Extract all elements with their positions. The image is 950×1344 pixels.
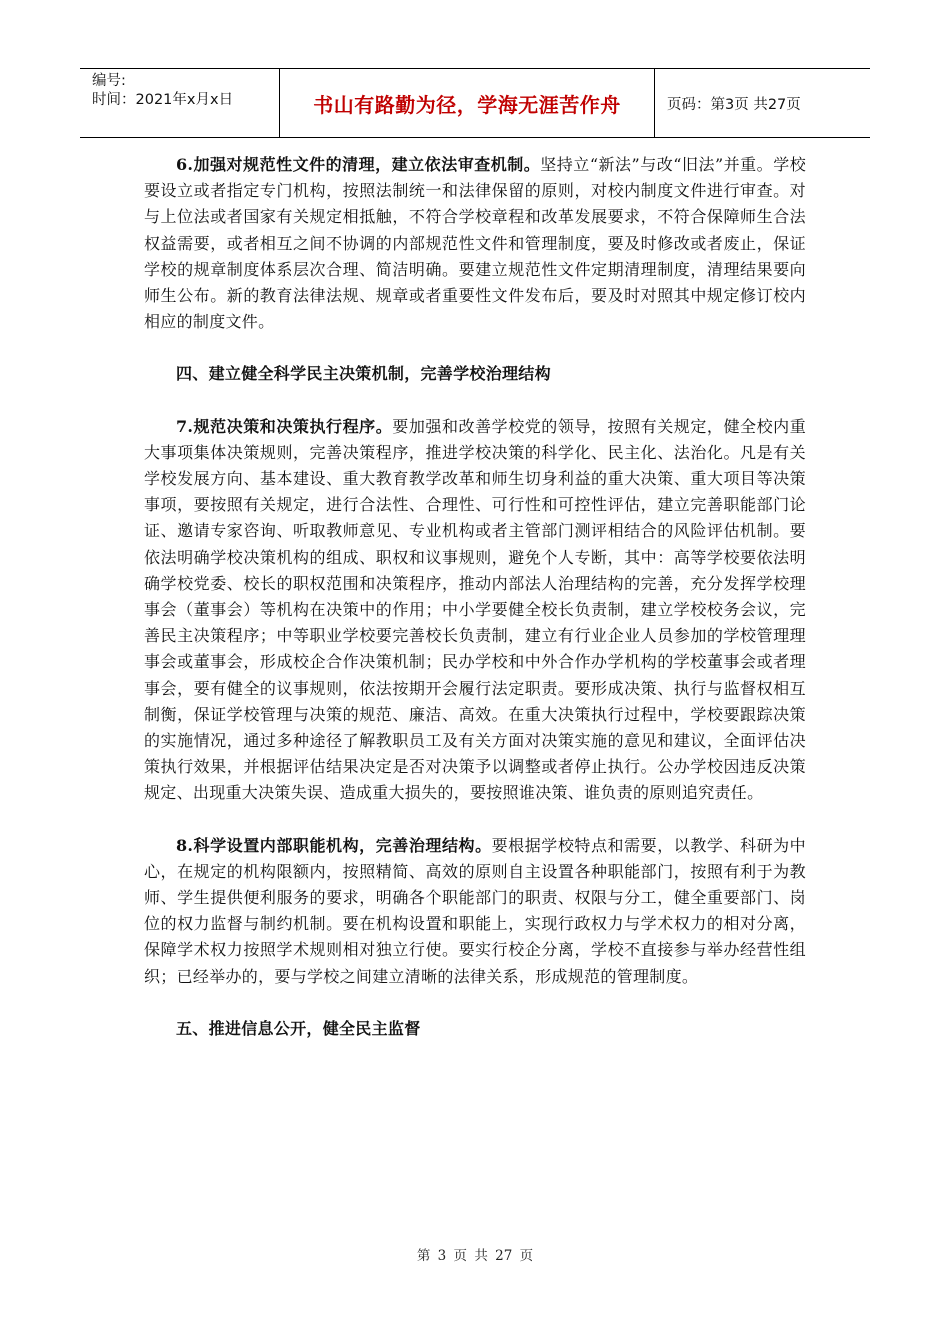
section-heading-5: 五、推进信息公开，健全民主监督 [176,1018,421,1038]
header-meta [80,69,280,137]
paragraph-6-lead: 6.加强对规范性文件的清理，建立依法审查机制。 [176,155,541,174]
document-number-label: 编号: [92,73,126,89]
paragraph-6-text: 坚持立“新法”与改“旧法”并重。学校要设立或者指定专门机构，按照法制统一和法律保留的原则，对校内制度文件进行审查。对与上位法或者国家有关规定相抵触，不符合学校章程和改革发展要求，不符合保障师生合法权益需要，或者相互之间不协调的内部规范性文件和管理制度，要及时修改或者废止，保证学校的规章制度体系层次合理、简洁明确。要建立规范性文件定期清理制度，清理结果要向师生公布。新的教育法律法规、规章或者重要性文件发布后，要及时对照其中规定修订校内相应的制度文件。 [144,155,807,332]
paragraph-7 [144,414,806,807]
paragraph-7-text: 要加强和改善学校党的领导，按照有关规定，健全校内重大事项集体决策规则，完善决策程序，推进学校决策的科学化、民主化、法治化。凡是有关学校发展方向、基本建设、重大教育教学改革和师生切身利益的重大决策、重大项目等决策事项，要按照有关规定，进行合法性、合理性、可行性和可控性评估，建立完善职能部门论证、邀请专家咨询、听取教师意见、专业机构或者主管部门测评相结合的风险评估机制。要依法明确学校决策机构的组成、职权和议事规则，避免个人专断，其中：高等学校要依法明确学校党委、校长的职权范围和决策程序，推动内部法人治理结构的完善，充分发挥学校理事会（董事会）等机构在决策中的作用；中小学要健全校长负责制，建立学校校务会议，完善民主决策程序；中等职业学校要完善校长负责制，建立有行业企业人员参加的学校管理理事会或董事会，形成校企合作决策机制；民办学校和中外合作办学机构的学校董事会或者理事会，要有健全的议事规则，依法按期开会履行法定职责。要形成决策、执行与监督权相互制衡，保证学校管理与决策的规范、廉洁、高效。在重大决策执行过程中，学校要跟踪决策的实施情况，通过多种途径了解教职员工及有关方面对决策实施的意见和建议，全面评估决策执行效果，并根据评估结果决定是否对决策予以调整或者停止执行。公办学校因违反决策规定、出现重大决策失误、造成重大损失的，要按照谁决策、谁负责的原则追究责任。 [144,416,806,803]
paragraph-7-lead: 7.规范决策和决策执行程序。 [176,416,393,436]
paragraph-8-text: 要根据学校特点和需要，以教学、科研为中心，在规定的机构限额内，按照精简、高效的原则自主设置各种职能部门，按照有利于为教师、学生提供便利服务的要求，明确各个职能部门的职责、权限与分工，健全重要部门、岗位的权力监督与制约机制。要在机构设置和职能上，实现行政权力与学术权力的相对分离，保障学术权力按照学术规则相对独立行使。要实行校企分离，学校不直接参与举办经营性组织；已经举办的，要与学校之间建立清晰的法律关系，形成规范的管理制度。 [144,835,806,986]
page-footer: 第 3 页 共 27 页 [416,1248,534,1264]
header-page-info: 页码：第3页 共27页 [667,96,801,113]
document-time-label: 时间：2021年x月x日 [92,92,234,108]
page-header [80,68,870,138]
header-motto: 书山有路勤为径，学海无涯苦作舟 [280,69,655,137]
document-body [144,152,806,1042]
paragraph-8-lead: 8.科学设置内部职能机构，完善治理结构。 [176,835,492,855]
paragraph-6 [144,152,806,335]
section-heading-4: 四、建立健全科学民主决策机制，完善学校治理结构 [176,364,551,384]
paragraph-8 [144,833,806,990]
